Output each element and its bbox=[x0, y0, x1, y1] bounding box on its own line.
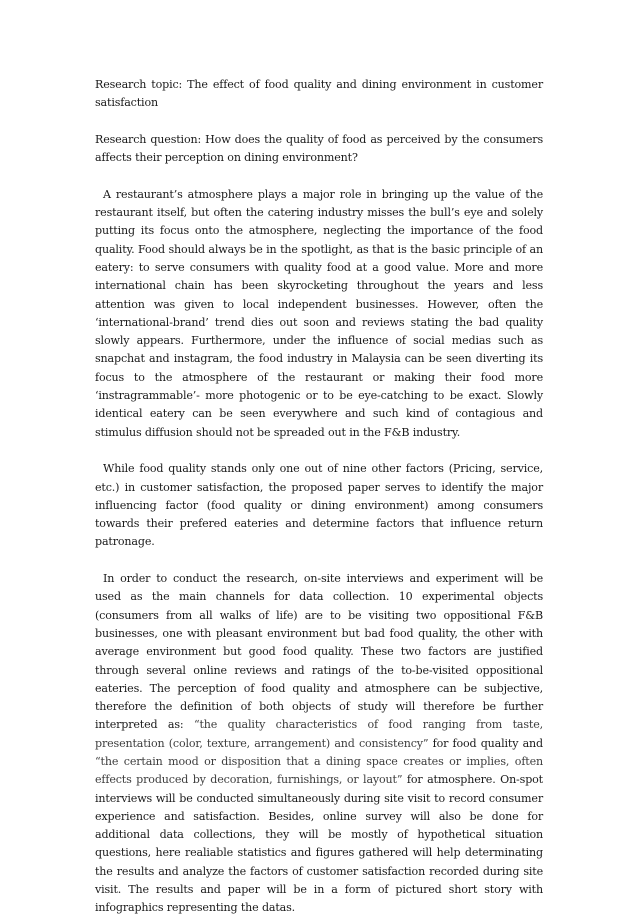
atmosphere-definition: “the certain mood or disposition that a dining space creates or implies, often effects produced by decoration, furnishings, or layout” bbox=[95, 754, 543, 787]
paragraph-spacer bbox=[95, 442, 543, 460]
paragraph-methodology bbox=[95, 570, 543, 918]
research-question: Research question: How does the quality of food as perceived by the consumers affects their perception on dining environment? bbox=[95, 132, 543, 165]
methodology-text-intro: In order to conduct the research, on-site interviews and experiment will be used as the main channels for data collection. 10 experimental objects (consumers from all walks of life) are to be visiting two oppositional F&B businesses, one with pleasant environment but bad food quality, the other with average environment but good food quality. These two factors are justified through several online reviews and ratings of the to-be-visited oppositional eateries. The perception of food quality and atmosphere can be subjective, therefore the definition of both objects of study will therefore be further interpreted as: bbox=[95, 572, 543, 732]
food-quality-definition: “the quality characteristics of food ranging from taste, presentation (color, texture, arrangement) and consistency” bbox=[95, 718, 543, 750]
paragraph-food-quality: While food quality stands only one out of nine other factors (Pricing, service, etc.) in customer satisfaction, the proposed paper serves to identify the major influencing factor (food quality or dining environment) among consumers towards their prefered eateries and determine factors that influence return patronage. bbox=[95, 462, 543, 549]
paragraph-spacer bbox=[95, 552, 543, 570]
paragraph-spacer bbox=[95, 113, 543, 131]
paragraph-spacer bbox=[95, 167, 543, 185]
methodology-text-outro: for atmosphere. On-spot interviews will be conducted simultaneously during site visit to record consumer experience and satisfaction. Besides, online survey will also be done for additional data collections, they will be mostly of hypothetical situation questions, here realiable statistics and figures gathered will help determinating the results and analyze the factors of customer satisfaction recorded during site visit. The results and paper will be in a form of pictured short story with infographics representing the datas. bbox=[95, 773, 543, 915]
methodology-text-connector: for food quality and bbox=[428, 736, 543, 750]
research-topic: Research topic: The effect of food quality and dining environment in customer satisfaction bbox=[95, 78, 543, 110]
document-body bbox=[95, 76, 543, 918]
paragraph-atmosphere: A restaurant’s atmosphere plays a major role in bringing up the value of the restaurant itself, but often the catering industry misses the bull’s eye and solely putting its focus onto the atmosphere, neglecting the importance of the food quality. Food should always be in the spotlight, as that is the basic principle of an eatery: to serve consumers with quality food at a good value. More and more international chain has been skyrocketing throughout the years and less attention was given to local independent businesses. However, often the ‘international-brand’ trend dies out soon and reviews stating the bad quality slowly appears. Furthermore, under the influence of social medias such as snapchat and instagram, the food industry in Malaysia can be seen diverting its focus to the atmosphere of the restaurant or making their food more ‘instragrammable’- more photogenic or to be eye-catching to be exact. Slowly identical eatery can be seen everywhere and such kind of contagious and stimulus diffusion should not be spreaded out in the F&B industry. bbox=[95, 187, 543, 439]
